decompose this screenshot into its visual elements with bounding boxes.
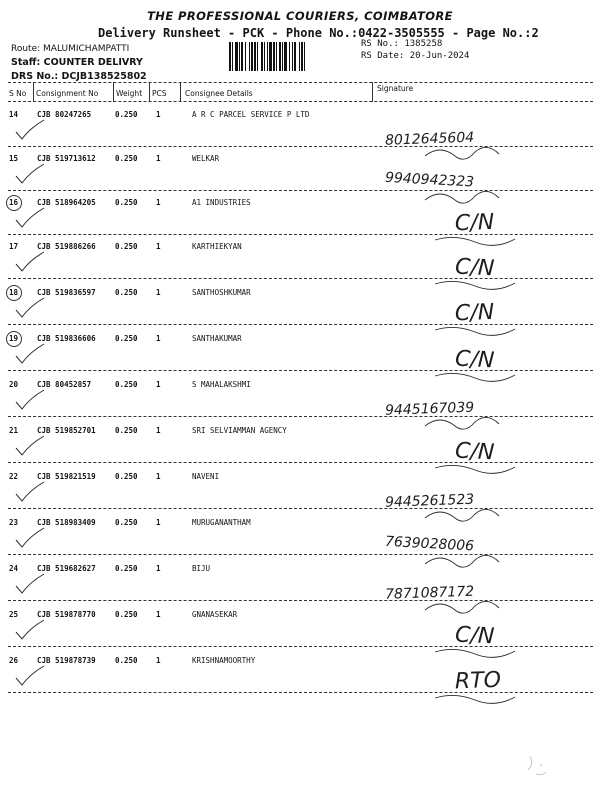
row-weight: 0.250 — [115, 472, 138, 481]
row-weight: 0.250 — [115, 154, 138, 163]
row-serial-number: 20 — [9, 380, 19, 389]
row-weight: 0.250 — [115, 198, 138, 207]
col-pcs-header: PCS — [152, 89, 167, 98]
row-serial-number: 19 — [9, 334, 19, 343]
rs-date: RS Date: 20-Jun-2024 — [361, 51, 470, 61]
col-consignment-header: Consignment No — [36, 89, 99, 98]
row-consignee-name: NAVENI — [192, 472, 220, 481]
header-top-divider — [8, 82, 593, 83]
row-weight: 0.250 — [115, 334, 138, 343]
row-consignee-name: KRISHNAMOORTHY — [192, 656, 256, 665]
signature-text: 8012645604 — [384, 129, 475, 149]
row-serial-number: 22 — [9, 472, 19, 481]
row-serial-number: 24 — [9, 564, 19, 573]
row-weight: 0.250 — [115, 288, 138, 297]
col-weight-header: Weight — [116, 89, 143, 98]
row-pieces: 1 — [156, 110, 161, 119]
barcode-image — [229, 42, 357, 71]
row-weight: 0.250 — [115, 380, 138, 389]
row-consignment-number: CJB 519836606 — [37, 334, 96, 343]
row-serial-number: 23 — [9, 518, 19, 527]
row-consignment-number: CJB 519878739 — [37, 656, 96, 665]
signature-text: C/N — [454, 209, 495, 237]
row-serial-number: 16 — [9, 198, 19, 207]
row-weight: 0.250 — [115, 656, 138, 665]
row-consignee-name: BIJU — [192, 564, 211, 573]
row-consignment-number: CJB 518983409 — [37, 518, 96, 527]
signature-text: C/N — [454, 622, 495, 650]
row-consignee-name: KARTHIEKYAN — [192, 242, 242, 251]
route-label: Route: MALUMICHAMPATTI — [11, 44, 130, 54]
row-weight: 0.250 — [115, 242, 138, 251]
row-pieces: 1 — [156, 656, 161, 665]
row-consignee-name: MURUGANANTHAM — [192, 518, 251, 527]
row-consignee-name: S MAHALAKSHMI — [192, 380, 251, 389]
row-weight: 0.250 — [115, 518, 138, 527]
checkmark-icon — [14, 526, 46, 550]
checkmark-icon — [14, 250, 46, 274]
checkmark-icon — [14, 118, 46, 142]
row-consignment-number: CJB 519713612 — [37, 154, 96, 163]
signature-text: 7871087172 — [384, 583, 475, 603]
row-weight: 0.250 — [115, 610, 138, 619]
row-serial-number: 26 — [9, 656, 19, 665]
row-consignee-name: SANTHAKUMAR — [192, 334, 242, 343]
row-pieces: 1 — [156, 288, 161, 297]
col-separator — [113, 82, 114, 102]
row-consignee-name: GNANASEKAR — [192, 610, 238, 619]
row-consignment-number: CJB 519836597 — [37, 288, 96, 297]
page-corner-mark — [520, 752, 560, 782]
row-consignment-number: CJB 518964205 — [37, 198, 96, 207]
checkmark-icon — [14, 342, 46, 366]
checkmark-icon — [14, 434, 46, 458]
document-title: THE PROFESSIONAL COURIERS, COIMBATORE — [147, 9, 453, 23]
row-consignment-number: CJB 80452857 — [37, 380, 92, 389]
row-serial-number: 18 — [9, 288, 19, 297]
signature-text: 9445261523 — [384, 491, 475, 511]
row-pieces: 1 — [156, 564, 161, 573]
signature-text: 7639028006 — [384, 533, 475, 555]
staff-label: Staff: COUNTER DELIVRY — [11, 57, 143, 68]
row-pieces: 1 — [156, 610, 161, 619]
signature-text: 9940942323 — [384, 169, 475, 191]
row-consignee-name: WELKAR — [192, 154, 220, 163]
row-consignee-name: A1 INDUSTRIES — [192, 198, 251, 207]
signature-text: RTO — [454, 667, 502, 695]
row-consignment-number: CJB 80247265 — [37, 110, 92, 119]
checkmark-icon — [14, 572, 46, 596]
barcode-bar — [305, 42, 307, 71]
col-consignee-header: Consignee Details — [185, 89, 253, 98]
handwritten-signature — [365, 648, 580, 718]
signature-text: C/N — [454, 254, 495, 282]
row-consignee-name: SRI SELVIAMMAN AGENCY — [192, 426, 287, 435]
row-consignment-number: CJB 519821519 — [37, 472, 96, 481]
row-serial-number: 14 — [9, 110, 19, 119]
drs-number: DRS No.: DCJB138525802 — [11, 71, 147, 82]
row-pieces: 1 — [156, 426, 161, 435]
row-serial-number: 25 — [9, 610, 19, 619]
col-separator — [33, 82, 34, 102]
signature-text: 9445167039 — [384, 399, 475, 419]
row-serial-number: 21 — [9, 426, 19, 435]
col-separator — [372, 82, 373, 102]
signature-text: C/N — [454, 346, 495, 374]
row-consignment-number: CJB 519878770 — [37, 610, 96, 619]
row-pieces: 1 — [156, 518, 161, 527]
checkmark-icon — [14, 162, 46, 186]
col-separator — [149, 82, 150, 102]
row-weight: 0.250 — [115, 426, 138, 435]
col-separator — [180, 82, 181, 102]
signature-text: C/N — [454, 438, 495, 466]
runsheet-subtitle: Delivery Runsheet - PCK - Phone No.:0422-3505555 - Page No.:2 — [98, 26, 539, 40]
row-pieces: 1 — [156, 472, 161, 481]
signature-text: C/N — [454, 299, 495, 327]
checkmark-icon — [14, 296, 46, 320]
col-signature-header: Signature — [377, 84, 414, 93]
row-serial-number: 15 — [9, 154, 19, 163]
row-serial-number: 17 — [9, 242, 19, 251]
checkmark-icon — [14, 388, 46, 412]
row-pieces: 1 — [156, 380, 161, 389]
checkmark-icon — [14, 480, 46, 504]
row-consignment-number: CJB 519682627 — [37, 564, 96, 573]
row-weight: 0.250 — [115, 110, 138, 119]
row-consignee-name: SANTHOSHKUMAR — [192, 288, 251, 297]
row-pieces: 1 — [156, 334, 161, 343]
checkmark-icon — [14, 618, 46, 642]
col-sno-header: S No — [9, 89, 27, 98]
row-weight: 0.250 — [115, 564, 138, 573]
row-consignment-number: CJB 519852701 — [37, 426, 96, 435]
checkmark-icon — [14, 664, 46, 688]
row-consignee-name: A R C PARCEL SERVICE P LTD — [192, 110, 310, 119]
checkmark-icon — [14, 206, 46, 230]
row-pieces: 1 — [156, 198, 161, 207]
row-consignment-number: CJB 519886266 — [37, 242, 96, 251]
row-pieces: 1 — [156, 242, 161, 251]
row-pieces: 1 — [156, 154, 161, 163]
rs-number: RS No.: 1385258 — [361, 39, 443, 49]
